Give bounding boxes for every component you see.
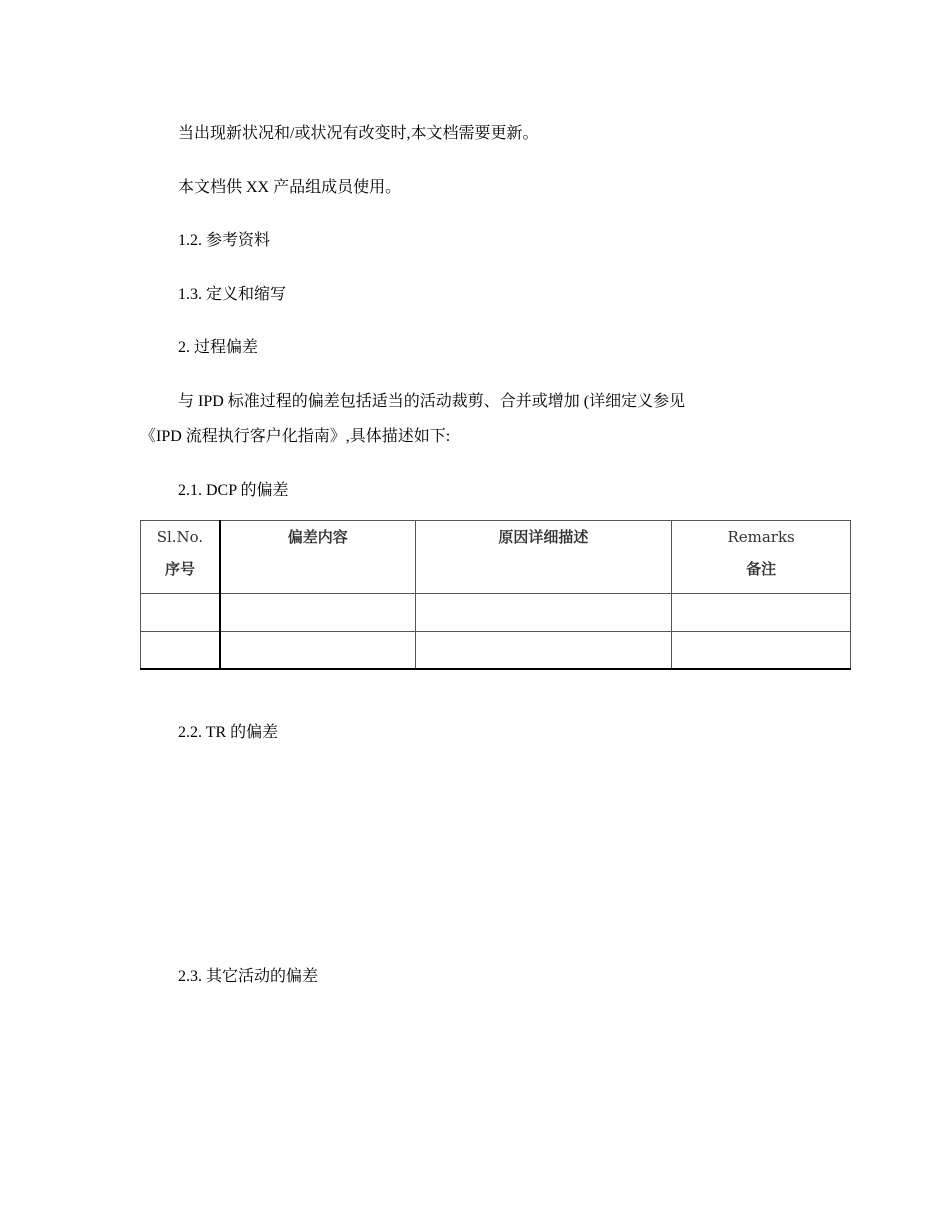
paragraph-deviation-line1: 与 IPD 标准过程的偏差包括适当的活动裁剪、合并或增加 (详细定义参见 xyxy=(178,393,686,410)
table-cell xyxy=(672,594,851,632)
heading-process-deviation: 2. 过程偏差 xyxy=(178,339,259,356)
paragraph-deviation-line2: 《IPD 流程执行客户化指南》,具体描述如下: xyxy=(140,428,451,445)
table-header-row xyxy=(141,521,851,594)
header-remarks xyxy=(672,521,851,594)
table-cell xyxy=(415,594,672,632)
table-cell xyxy=(220,632,415,670)
header-reason-detail-label: 原因详细描述 xyxy=(498,528,589,546)
header-deviation-content-label: 偏差内容 xyxy=(287,528,348,546)
table-row xyxy=(141,594,851,632)
header-remarks-cn: 备注 xyxy=(746,560,777,578)
paragraph-update-note: 当出现新状况和/或状况有改变时,本文档需要更新。 xyxy=(178,125,539,142)
table-cell xyxy=(141,594,220,632)
header-serial-no-cn: 序号 xyxy=(164,560,195,578)
heading-definitions: 1.3. 定义和缩写 xyxy=(178,286,287,303)
deviation-table xyxy=(140,520,851,670)
heading-references: 1.2. 参考资料 xyxy=(178,232,271,249)
heading-tr-deviation: 2.2. TR 的偏差 xyxy=(178,724,279,741)
header-remarks-en: Remarks xyxy=(727,528,795,546)
paragraph-audience: 本文档供 XX 产品组成员使用。 xyxy=(178,179,402,196)
table-row xyxy=(141,632,851,670)
header-deviation-content xyxy=(220,521,415,594)
table-cell xyxy=(220,594,415,632)
heading-other-activities-deviation: 2.3. 其它活动的偏差 xyxy=(178,968,319,985)
table-cell xyxy=(672,632,851,670)
header-reason-detail xyxy=(415,521,672,594)
header-serial-no-en: Sl.No. xyxy=(156,528,204,546)
header-serial-no xyxy=(141,521,220,594)
table-cell xyxy=(415,632,672,670)
heading-dcp-deviation: 2.1. DCP 的偏差 xyxy=(178,482,289,499)
table-cell xyxy=(141,632,220,670)
